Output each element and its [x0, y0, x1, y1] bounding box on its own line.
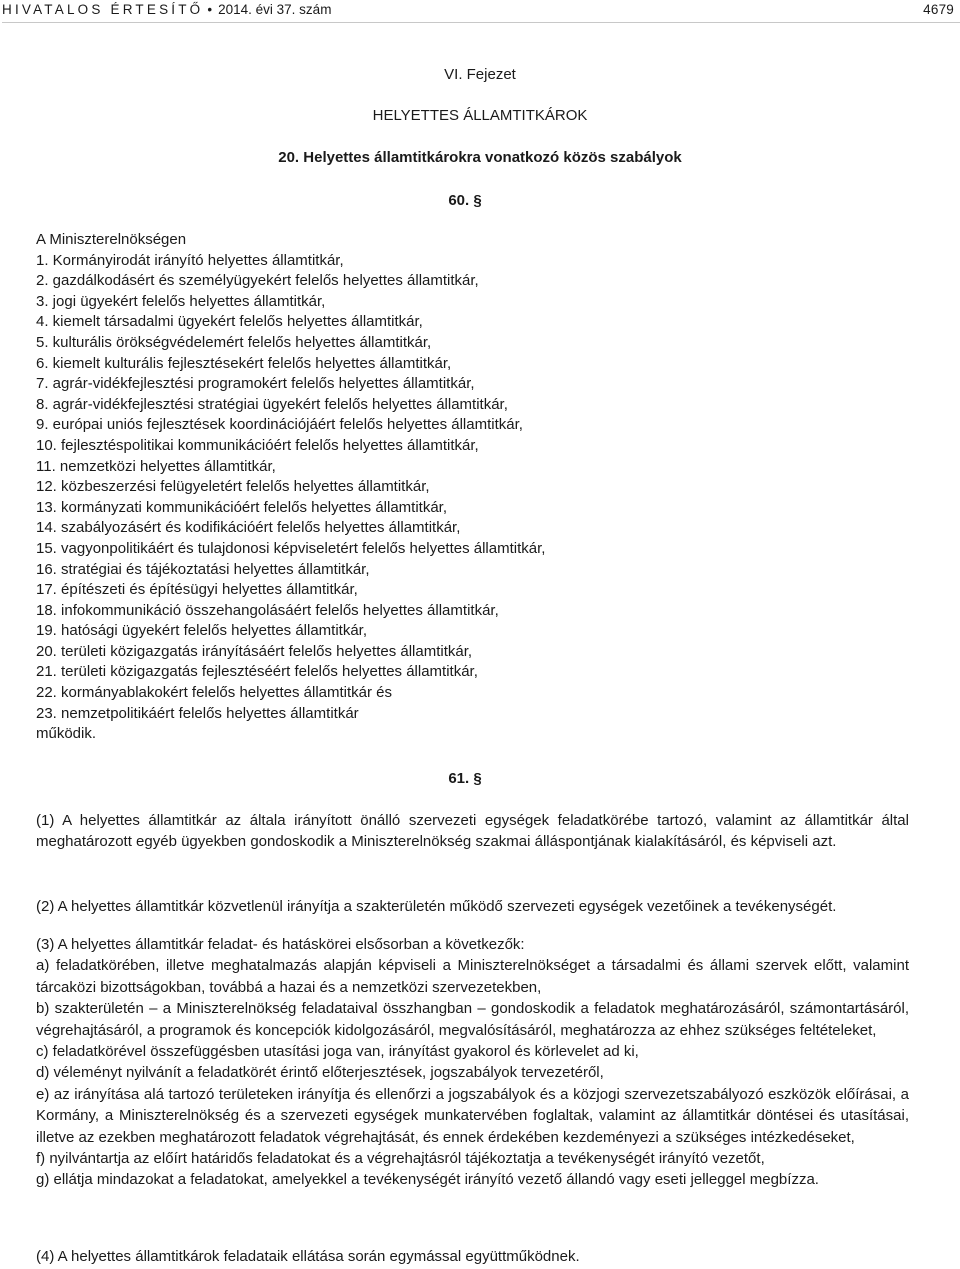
header-separator: •: [207, 2, 213, 17]
list-item: 7. agrár-vidékfejlesztési programokért felelős helyettes államtitkár,: [36, 375, 475, 393]
section-60-number: 60. §: [448, 192, 482, 209]
issue-info: 2014. évi 37. szám: [218, 2, 332, 17]
paragraph-3-intro: (3) A helyettes államtitkár feladat- és hatáskörei elsősorban a következők:: [36, 936, 525, 953]
list-item: 20. területi közigazgatás irányításáért felelős helyettes államtitkár,: [36, 642, 473, 660]
paragraph-3-item: e) az irányítása alá tartozó területeken irányítja és ellenőrzi a jogszabályok és a közjogi szervezetszabályozó eszközök előírásai, a Kormány, a Miniszterelnökség és a szervezeti egységek munkatervében foglaltak, valamint az államtitkár döntései és utasításai, illetve az ezekben meghatározott feladatok végrehajtását, és ennek érdekében kezdeményezi a szükséges intézkedéseket,: [36, 1085, 909, 1146]
section-60-intro: A Miniszterelnökségen: [36, 231, 187, 248]
publication-title: HIVATALOS ÉRTESÍTŐ: [2, 2, 204, 17]
list-item: 21. területi közigazgatás fejlesztéséért felelős helyettes államtitkár,: [36, 663, 478, 681]
list-item: 18. infokommunikáció összehangolásáért felelős helyettes államtitkár,: [36, 601, 499, 619]
list-item: 14. szabályozásért és kodifikációért felelős helyettes államtitkár,: [36, 519, 461, 537]
list-item: 15. vagyonpolitikáért és tulajdonosi képviseletért felelős helyettes államtitkár,: [36, 539, 546, 557]
list-item: 6. kiemelt kulturális fejlesztésekért felelős helyettes államtitkár,: [36, 354, 452, 372]
chapter-title: HELYETTES ÁLLAMTITKÁROK: [372, 107, 588, 124]
section-60-body: [36, 230, 916, 745]
page-number: 4679: [923, 2, 954, 17]
paragraph-3-item: c) feladatkörével összefüggésben utasítási joga van, irányítást gyakorol és körlevelet ad ki,: [36, 1043, 639, 1061]
paragraph-4: (4) A helyettes államtitkárok feladataik ellátása során egymással együttműködnek.: [36, 1248, 580, 1265]
list-item: 9. európai uniós fejlesztések koordinációjáért felelős helyettes államtitkár,: [36, 416, 523, 434]
chapter-heading: VI. Fejezet: [444, 66, 516, 83]
subtitle-heading: 20. Helyettes államtitkárokra vonatkozó közös szabályok: [278, 149, 682, 166]
list-item: 16. stratégiai és tájékoztatási helyettes államtitkár,: [36, 560, 370, 578]
list-item: 12. közbeszerzési felügyeletért felelős helyettes államtitkár,: [36, 478, 430, 496]
paragraph-3-item: d) véleményt nyilvánít a feladatkörét érintő előterjesztések, jogszabályok tervezetéről,: [36, 1064, 604, 1082]
list-item: 23. nemzetpolitikáért felelős helyettes államtitkár: [36, 704, 359, 722]
running-header: [2, 0, 960, 20]
header-rule: [2, 22, 960, 23]
list-item: 10. fejlesztéspolitikai kommunikációért felelős helyettes államtitkár,: [36, 436, 479, 454]
list-item: 4. kiemelt társadalmi ügyekért felelős helyettes államtitkár,: [36, 313, 423, 331]
paragraph-3-item: f) nyilvántartja az előírt határidős feladatokat és a végrehajtásról tájékoztatja a tevékenységét irányító vezetőt,: [36, 1150, 765, 1168]
paragraph-3-item: a) feladatkörében, illetve meghatalmazás alapján képviseli a Miniszterelnökséget a társadalmi és állami szervek előtt, valamint tárcaközi bizottságokban, továbbá a hazai és a nemzetközi szervezetekben,: [36, 957, 909, 996]
section-60-closing: működik.: [36, 725, 97, 743]
list-item: 3. jogi ügyekért felelős helyettes államtitkár,: [36, 292, 326, 310]
paragraph-3: [36, 934, 909, 1191]
section-61-number: 61. §: [448, 770, 482, 787]
list-item: 19. hatósági ügyekért felelős helyettes államtitkár,: [36, 622, 368, 640]
paragraph-1: (1) A helyettes államtitkár az általa irányított önálló szervezeti egységek feladatkörébe tartozó, valamint az államtitkár által meghatározott egyéb ügyekben gondoskodik a Miniszterelnökség szakmai álláspontjának kialakításáról, és képviseli azt.: [36, 812, 909, 851]
list-item: 22. kormányablakokért felelős helyettes államtitkár és: [36, 684, 393, 702]
list-item: 1. Kormányirodát irányító helyettes államtitkár,: [36, 251, 344, 269]
list-item: 13. kormányzati kommunikációért felelős helyettes államtitkár,: [36, 498, 448, 516]
list-item: 17. építészeti és építésügyi helyettes államtitkár,: [36, 581, 358, 599]
list-item: 11. nemzetközi helyettes államtitkár,: [36, 457, 276, 475]
paragraph-3-item: b) szakterületén – a Miniszterelnökség feladataival összhangban – gondoskodik a feladatok meghatározásáról, számontartásáról, végrehajtásáról, a programok és koncepciók kidolgozásáról, megvalósításáról, meghatározza az ehhez szükséges feltételeket,: [36, 1000, 909, 1039]
paragraph-3-item: g) ellátja mindazokat a feladatokat, amelyekkel a tevékenységét irányító vezető állandó vagy eseti jelleggel megbízza.: [36, 1171, 819, 1189]
list-item: 8. agrár-vidékfejlesztési stratégiai ügyekért felelős helyettes államtitkár,: [36, 395, 508, 413]
paragraph-2: (2) A helyettes államtitkár közvetlenül irányítja a szakterületén működő szervezeti egységek vezetőinek a tevékenységét.: [36, 898, 837, 915]
list-item: 5. kulturális örökségvédelemért felelős helyettes államtitkár,: [36, 333, 432, 351]
list-item: 2. gazdálkodásért és személyügyekért felelős helyettes államtitkár,: [36, 272, 479, 290]
header-left: [2, 0, 331, 20]
